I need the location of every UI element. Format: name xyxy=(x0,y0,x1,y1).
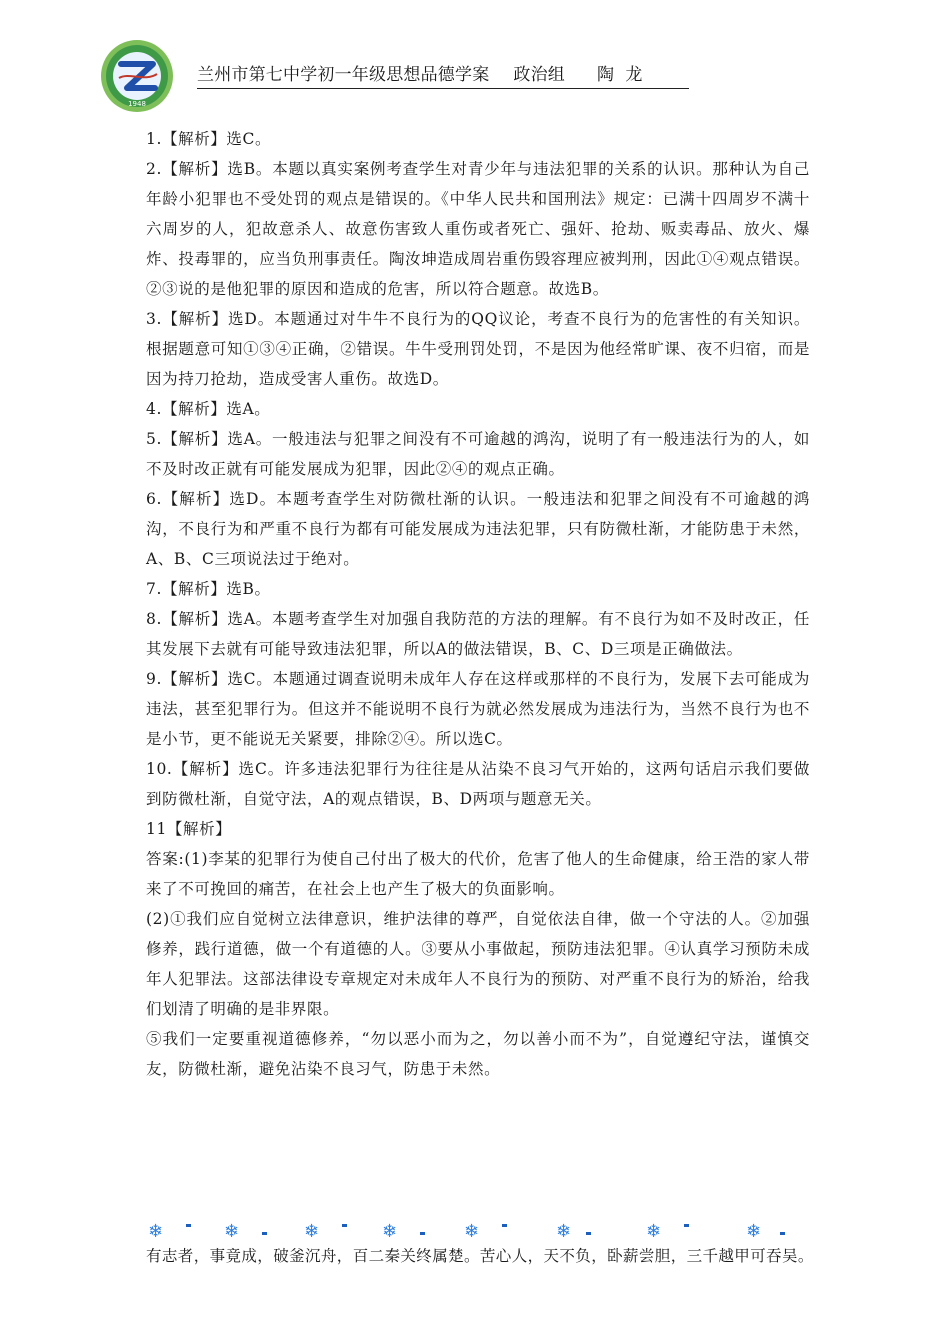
snowflake-icon: ❄ xyxy=(148,1221,164,1242)
snowflake-icon: ❄ xyxy=(382,1221,398,1242)
answer-7: 7.【解析】选B。 xyxy=(146,580,271,598)
answer-1: 1.【解析】选C。 xyxy=(146,130,272,148)
footer-motto: 有志者，事竟成，破釜沉舟，百二秦关终属楚。苦心人，天不负，卧薪尝胆，三千越甲可吞吴。 xyxy=(146,1247,814,1265)
dot-icon xyxy=(186,1224,191,1227)
svg-text:1948: 1948 xyxy=(128,100,146,108)
answer-11-part-3: ⑤我们一定要重视道德修养，“勿以恶小而为之，勿以善小而不为”，自觉遵纪守法，谨慎交友，防微杜渐，避免沾染不良习气，防患于未然。 xyxy=(146,1030,810,1078)
snowflake-icon: ❄ xyxy=(224,1221,240,1242)
answer-11-heading: 11【解析】 xyxy=(146,820,232,838)
dot-icon xyxy=(502,1224,507,1227)
answer-content xyxy=(146,124,810,1084)
snowflake-icon: ❄ xyxy=(746,1221,762,1242)
answer-2: 2.【解析】选B。本题以真实案例考查学生对青少年与违法犯罪的关系的认识。那种认为自己年龄小犯罪也不受处罚的观点是错误的。《中华人民共和国刑法》规定：已满十四周岁不满十六周岁的人，犯故意杀人、故意伤害致人重伤或者死亡、强奸、抢劫、贩卖毒品、放火、爆炸、投毒罪的，应当负刑事责任。陶汝坤造成周岩重伤毁容理应被判刑，因此①④观点错误。②③说的是他犯罪的原因和造成的危害，所以符合题意。故选B。 xyxy=(146,160,810,298)
snowflake-icon: ❄ xyxy=(646,1221,662,1242)
decorative-border xyxy=(146,1222,796,1242)
answer-9: 9.【解析】选C。本题通过调查说明未成年人存在这样或那样的不良行为，发展下去可能成为违法，甚至犯罪行为。但这并不能说明不良行为就必然发展成为违法行为，当然不良行为也不是小节，更不能说无关紧要，排除②④。所以选C。 xyxy=(146,670,810,748)
answer-11-part-2: (2)①我们应自觉树立法律意识，维护法律的尊严，自觉依法自律，做一个守法的人。②加强修养，践行道德，做一个有道德的人。③要从小事做起，预防违法犯罪。④认真学习预防未成年人犯罪法。这部法律设专章规定对未成年人不良行为的预防、对严重不良行为的矫治，给我们划清了明确的是非界限。 xyxy=(146,910,810,1018)
dot-icon xyxy=(420,1232,425,1235)
answer-6: 6.【解析】选D。本题考查学生对防微杜渐的认识。一般违法和犯罪之间没有不可逾越的鸿沟，不良行为和严重不良行为都有可能发展成为违法犯罪，只有防微杜渐，才能防患于未然，A、B、C三项说法过于绝对。 xyxy=(146,490,810,568)
dot-icon xyxy=(684,1224,689,1227)
snowflake-icon: ❄ xyxy=(556,1221,572,1242)
school-title: 兰州市第七中学初一年级思想品德学案 xyxy=(197,65,490,85)
answer-5: 5.【解析】选A。一般违法与犯罪之间没有不可逾越的鸿沟，说明了有一般违法行为的人，如不及时改正就有可能发展成为犯罪，因此②④的观点正确。 xyxy=(146,430,810,478)
teacher-name: 陶 龙 xyxy=(597,65,643,85)
dot-icon xyxy=(342,1224,347,1227)
dot-icon xyxy=(780,1232,785,1235)
dot-icon xyxy=(586,1232,591,1235)
snowflake-icon: ❄ xyxy=(464,1221,480,1242)
answer-8: 8.【解析】选A。本题考查学生对加强自我防范的方法的理解。有不良行为如不及时改正，任其发展下去就有可能导致违法犯罪，所以A的做法错误，B、C、D三项是正确做法。 xyxy=(146,610,810,658)
answer-3: 3.【解析】选D。本题通过对牛牛不良行为的QQ议论，考查不良行为的危害性的有关知识。根据题意可知①③④正确，②错误。牛牛受刑罚处罚，不是因为他经常旷课、夜不归宿，而是因为持刀抢劫，造成受害人重伤。故选D。 xyxy=(146,310,810,388)
answer-4: 4.【解析】选A。 xyxy=(146,400,271,418)
snowflake-icon: ❄ xyxy=(304,1221,320,1242)
group-name: 政治组 xyxy=(513,65,566,85)
answer-10: 10.【解析】选C。许多违法犯罪行为往往是从沾染不良习气开始的，这两句话启示我们要做到防微杜渐，自觉守法，A的观点错误，B、D两项与题意无关。 xyxy=(146,760,810,808)
page-header xyxy=(197,64,689,89)
answer-11-part-1: 答案:(1)李某的犯罪行为使自己付出了极大的代价，危害了他人的生命健康，给王浩的家人带来了不可挽回的痛苦，在社会上也产生了极大的负面影响。 xyxy=(146,850,810,898)
dot-icon xyxy=(262,1232,267,1235)
school-logo xyxy=(99,38,175,114)
